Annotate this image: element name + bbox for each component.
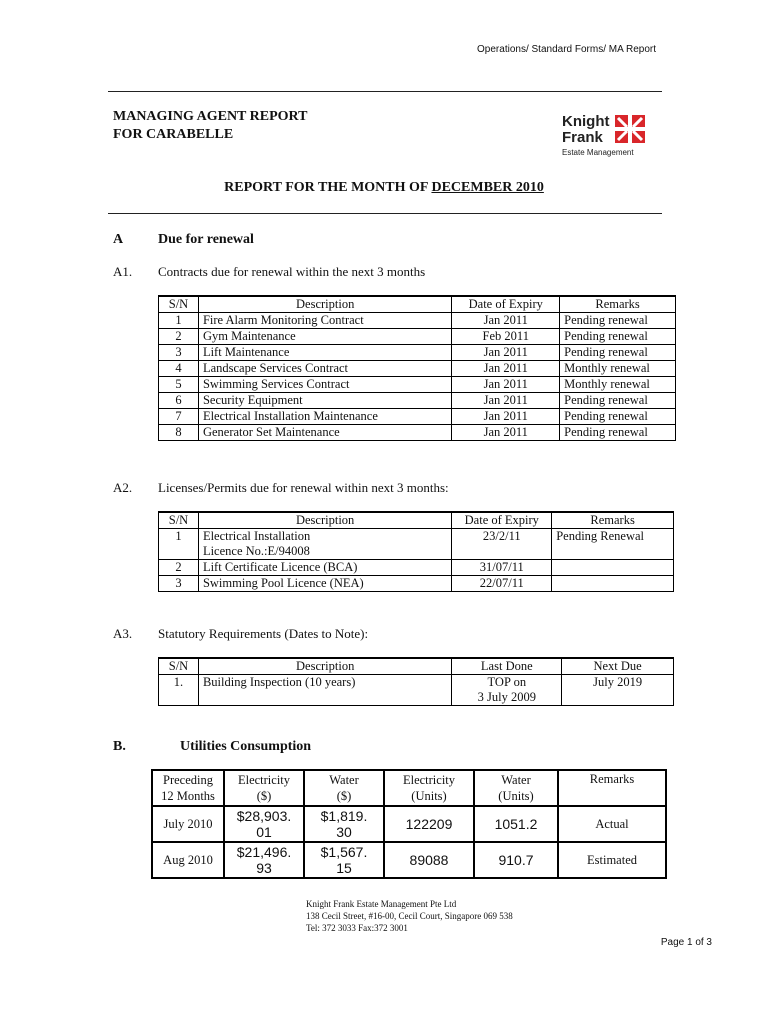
cell-remarks: Monthly renewal <box>560 377 676 393</box>
cell-remarks <box>552 576 674 592</box>
cell-description: Lift Certificate Licence (BCA) <box>198 560 451 576</box>
cell-water-dollars-line-2: 15 <box>336 860 352 876</box>
cell-sn: 1 <box>159 313 199 329</box>
cell-sn: 6 <box>159 393 199 409</box>
cell-date: 22/07/11 <box>452 576 552 592</box>
cell-water-units: 1051.2 <box>474 806 558 842</box>
cell-remarks: Pending Renewal <box>552 529 674 560</box>
cell-description: Swimming Services Contract <box>198 377 451 393</box>
knight-frank-logo <box>562 112 652 160</box>
cell-remarks: Pending renewal <box>560 409 676 425</box>
cell-description-line-2: Licence No.:E/94008 <box>202 544 310 558</box>
header-sn: S/N <box>159 296 199 313</box>
header-date-of-expiry: Date of Expiry <box>452 296 560 313</box>
table-row <box>159 560 674 576</box>
cell-date: Jan 2011 <box>452 393 560 409</box>
cell-remarks <box>552 560 674 576</box>
cell-water-dollars-line-1: $1,567. <box>320 844 368 860</box>
header-next-due: Next Due <box>562 658 674 675</box>
header-rule <box>108 91 662 92</box>
cell-next-due: July 2019 <box>562 675 674 706</box>
header-sn: S/N <box>159 658 199 675</box>
cell-date: 31/07/11 <box>452 560 552 576</box>
header-preceding-line-1: Preceding <box>163 773 213 787</box>
header-remarks: Remarks <box>552 512 674 529</box>
cell-water-dollars <box>304 806 384 842</box>
cell-sn: 7 <box>159 409 199 425</box>
cell-remarks: Pending renewal <box>560 345 676 361</box>
section-a-title: Due for renewal <box>158 232 254 247</box>
header-description: Description <box>198 296 451 313</box>
cell-date: Jan 2011 <box>452 425 560 441</box>
cell-description: Fire Alarm Monitoring Contract <box>198 313 451 329</box>
section-b-title: Utilities Consumption <box>180 739 312 754</box>
cell-sn: 2 <box>159 560 199 576</box>
title-rule <box>108 213 662 214</box>
footer-address-block <box>306 898 513 934</box>
cell-description: Swimming Pool Licence (NEA) <box>198 576 451 592</box>
cell-remarks: Pending renewal <box>560 313 676 329</box>
cell-remarks: Monthly renewal <box>560 361 676 377</box>
a1-number: A1. <box>113 264 133 279</box>
header-remarks: Remarks <box>560 296 676 313</box>
logo-text-estate: Estate Management <box>562 148 634 157</box>
table-row <box>159 529 674 560</box>
header-electricity-dollars-line-1: Electricity <box>237 773 291 787</box>
header-water-units-line-1: Water <box>501 773 531 787</box>
section-b-letter: B. <box>113 739 126 754</box>
header-electricity-dollars-line-2: ($) <box>256 789 272 803</box>
report-month-prefix: REPORT FOR THE MONTH OF <box>224 180 428 195</box>
header-path: Operations/ Standard Forms/ MA Report <box>477 44 656 55</box>
table-row <box>159 361 676 377</box>
table-row <box>152 842 666 878</box>
header-remarks-line-1: Remarks <box>589 772 635 786</box>
header-water-dollars <box>304 770 384 806</box>
table-row <box>159 409 676 425</box>
cell-date: 23/2/11 <box>452 529 552 560</box>
cell-description: Security Equipment <box>198 393 451 409</box>
header-sn: S/N <box>159 512 199 529</box>
cell-sn: 1 <box>159 529 199 560</box>
cell-last-done <box>452 675 562 706</box>
cell-remarks: Estimated <box>558 842 666 878</box>
cell-electricity-units: 89088 <box>384 842 474 878</box>
report-title-line-2: FOR CARABELLE <box>113 127 234 142</box>
footer-tel: Tel: 372 3033 Fax:372 3001 <box>306 923 408 933</box>
a3-text: Statutory Requirements (Dates to Note): <box>158 626 369 641</box>
header-date-of-expiry: Date of Expiry <box>452 512 552 529</box>
contracts-header-row <box>159 296 676 313</box>
header-preceding-line-2: 12 Months <box>161 789 215 803</box>
cell-date: Jan 2011 <box>452 345 560 361</box>
cell-electricity-units: 122209 <box>384 806 474 842</box>
section-a-letter: A <box>113 232 124 247</box>
statutory-table <box>158 657 674 706</box>
a2-number: A2. <box>113 480 133 495</box>
licenses-header-row <box>159 512 674 529</box>
header-remarks <box>558 770 666 806</box>
cell-sn: 5 <box>159 377 199 393</box>
a1-text: Contracts due for renewal within the next 3 months <box>158 264 426 279</box>
cell-electricity-dollars <box>224 842 304 878</box>
statutory-header-row <box>159 658 674 675</box>
header-water-units-line-2: (Units) <box>498 789 534 803</box>
contracts-table <box>158 295 676 441</box>
table-row <box>159 313 676 329</box>
cell-description: Generator Set Maintenance <box>198 425 451 441</box>
header-description: Description <box>198 658 451 675</box>
cell-remarks: Pending renewal <box>560 425 676 441</box>
cell-water-dollars <box>304 842 384 878</box>
header-last-done: Last Done <box>452 658 562 675</box>
cell-remarks: Actual <box>558 806 666 842</box>
cell-date: Jan 2011 <box>452 377 560 393</box>
cell-sn: 8 <box>159 425 199 441</box>
table-row <box>159 425 676 441</box>
a3-number: A3. <box>113 626 133 641</box>
table-row <box>159 329 676 345</box>
header-description: Description <box>198 512 451 529</box>
cell-month: Aug 2010 <box>152 842 224 878</box>
header-water-dollars-line-1: Water <box>329 773 359 787</box>
cell-description-line-1: Electrical Installation <box>202 529 311 543</box>
cell-electricity-dollars-line-2: 93 <box>256 860 272 876</box>
header-electricity-units-line-2: (Units) <box>411 789 447 803</box>
report-title-line-1: MANAGING AGENT REPORT <box>113 109 308 124</box>
cell-sn: 3 <box>159 576 199 592</box>
cell-date: Jan 2011 <box>452 361 560 377</box>
cell-description: Lift Maintenance <box>198 345 451 361</box>
cell-electricity-dollars-line-1: $21,496. <box>236 844 292 860</box>
logo-text-frank: Frank <box>562 129 603 146</box>
cell-sn: 3 <box>159 345 199 361</box>
cell-remarks: Pending renewal <box>560 329 676 345</box>
table-row <box>159 345 676 361</box>
table-row <box>159 393 676 409</box>
cell-description: Electrical Installation Maintenance <box>198 409 451 425</box>
cell-date: Feb 2011 <box>452 329 560 345</box>
footer-address: 138 Cecil Street, #16-00, Cecil Court, Singapore 069 538 <box>306 911 513 921</box>
page-number: Page 1 of 3 <box>660 937 712 948</box>
a2-text: Licenses/Permits due for renewal within next 3 months: <box>158 480 449 495</box>
cell-sn: 1. <box>159 675 199 706</box>
header-preceding <box>152 770 224 806</box>
footer-company: Knight Frank Estate Management Pte Ltd <box>306 899 457 909</box>
cell-date: Jan 2011 <box>452 409 560 425</box>
report-month-heading <box>0 180 768 196</box>
table-row <box>152 806 666 842</box>
licenses-table <box>158 511 674 592</box>
cell-last-done-line-1: TOP on <box>487 675 527 689</box>
cell-description: Gym Maintenance <box>198 329 451 345</box>
report-month-value: DECEMBER 2010 <box>431 180 544 195</box>
cell-water-dollars-line-1: $1,819. <box>320 808 368 824</box>
header-electricity-dollars <box>224 770 304 806</box>
cell-description <box>198 529 451 560</box>
cell-sn: 2 <box>159 329 199 345</box>
header-water-units <box>474 770 558 806</box>
cell-sn: 4 <box>159 361 199 377</box>
cell-water-dollars-line-2: 30 <box>336 824 352 840</box>
utilities-table <box>151 769 667 879</box>
utilities-header-row <box>152 770 666 806</box>
logo-text-knight: Knight <box>562 113 610 130</box>
cell-description: Building Inspection (10 years) <box>198 675 451 706</box>
cell-electricity-dollars-line-2: 01 <box>256 824 272 840</box>
cell-month: July 2010 <box>152 806 224 842</box>
cell-electricity-dollars <box>224 806 304 842</box>
cell-date: Jan 2011 <box>452 313 560 329</box>
header-water-dollars-line-2: ($) <box>336 789 352 803</box>
table-row <box>159 377 676 393</box>
table-row <box>159 576 674 592</box>
cell-last-done-line-2: 3 July 2009 <box>477 690 536 704</box>
cell-remarks: Pending renewal <box>560 393 676 409</box>
cell-electricity-dollars-line-1: $28,903. <box>236 808 292 824</box>
cell-description: Landscape Services Contract <box>198 361 451 377</box>
header-electricity-units-line-1: Electricity <box>402 773 456 787</box>
logo-mark-icon <box>614 114 646 144</box>
header-electricity-units <box>384 770 474 806</box>
table-row <box>159 675 674 706</box>
cell-water-units: 910.7 <box>474 842 558 878</box>
